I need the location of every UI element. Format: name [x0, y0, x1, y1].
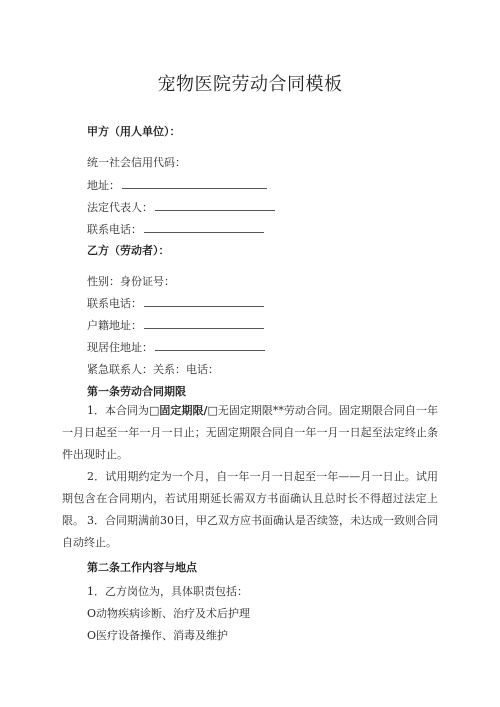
party-a-phone-label: 联系电话：	[87, 223, 142, 236]
credit-code-label: 统一社会信用代码：	[87, 156, 186, 169]
party-b-phone-label: 联系电话：	[87, 297, 142, 310]
party-a-heading: 甲方（用人单位）：	[87, 125, 181, 138]
address-label: 地址：	[87, 179, 120, 192]
residence-label: 现居住地址：	[87, 341, 153, 354]
gender-id-label: 性别：身份证号：	[87, 275, 175, 288]
article2-paragraph-1: 1．乙方岗位为，具体职责包括：	[87, 585, 248, 598]
legal-rep-blank	[155, 201, 275, 211]
article2-heading: 第二条工作内容与地点	[87, 561, 197, 574]
address-field	[87, 179, 267, 193]
article1-p1-post: □无固定期限**劳动合同。固定期限合同自一年一月日起至一年一月一日止；无固定期限合同自一年一月一日起至法定终止条件出现时止。	[62, 404, 438, 461]
party-a-phone-blank	[144, 223, 264, 233]
article1-p1-bold: □固定期限/	[149, 404, 208, 417]
article1-heading: 第一条劳动合同期限	[87, 385, 186, 398]
article1-paragraph-3: 3．合同期满前30日，甲乙双方应书面确认是否续签，未达成一致则合同自动终止。	[62, 514, 438, 549]
article2-list-item: O医疗设备操作、消毒及维护	[87, 629, 229, 642]
hukou-label: 户籍地址：	[87, 319, 142, 332]
residence-field	[87, 341, 265, 355]
legal-rep-label: 法定代表人：	[87, 201, 153, 214]
article1-paragraph-1	[62, 400, 438, 466]
emergency-contact-label: 紧急联系人：关系：电话：	[87, 363, 219, 376]
hukou-blank	[144, 319, 264, 329]
article1-paragraph-2: 2．试用期约定为一个月，自一年一月一日起至一年——月一日止。试用期包含在合同期内，若试用期延长需双方书面确认且总时长不得超过法定上限。	[62, 470, 438, 527]
legal-rep-field	[87, 201, 275, 215]
party-a-phone-field	[87, 223, 264, 237]
hukou-field	[87, 319, 264, 333]
residence-blank	[155, 341, 265, 351]
address-blank	[122, 179, 267, 189]
article1-p1-pre: 1．本合同为	[87, 404, 150, 417]
party-b-phone-blank	[144, 297, 264, 307]
party-b-heading: 乙方（劳动者）：	[87, 244, 170, 257]
party-b-phone-field	[87, 297, 264, 311]
document-title: 宠物医院劳动合同模板	[157, 74, 343, 95]
article2-list-item: O动物疾病诊断、治疗及术后护理	[87, 607, 251, 620]
